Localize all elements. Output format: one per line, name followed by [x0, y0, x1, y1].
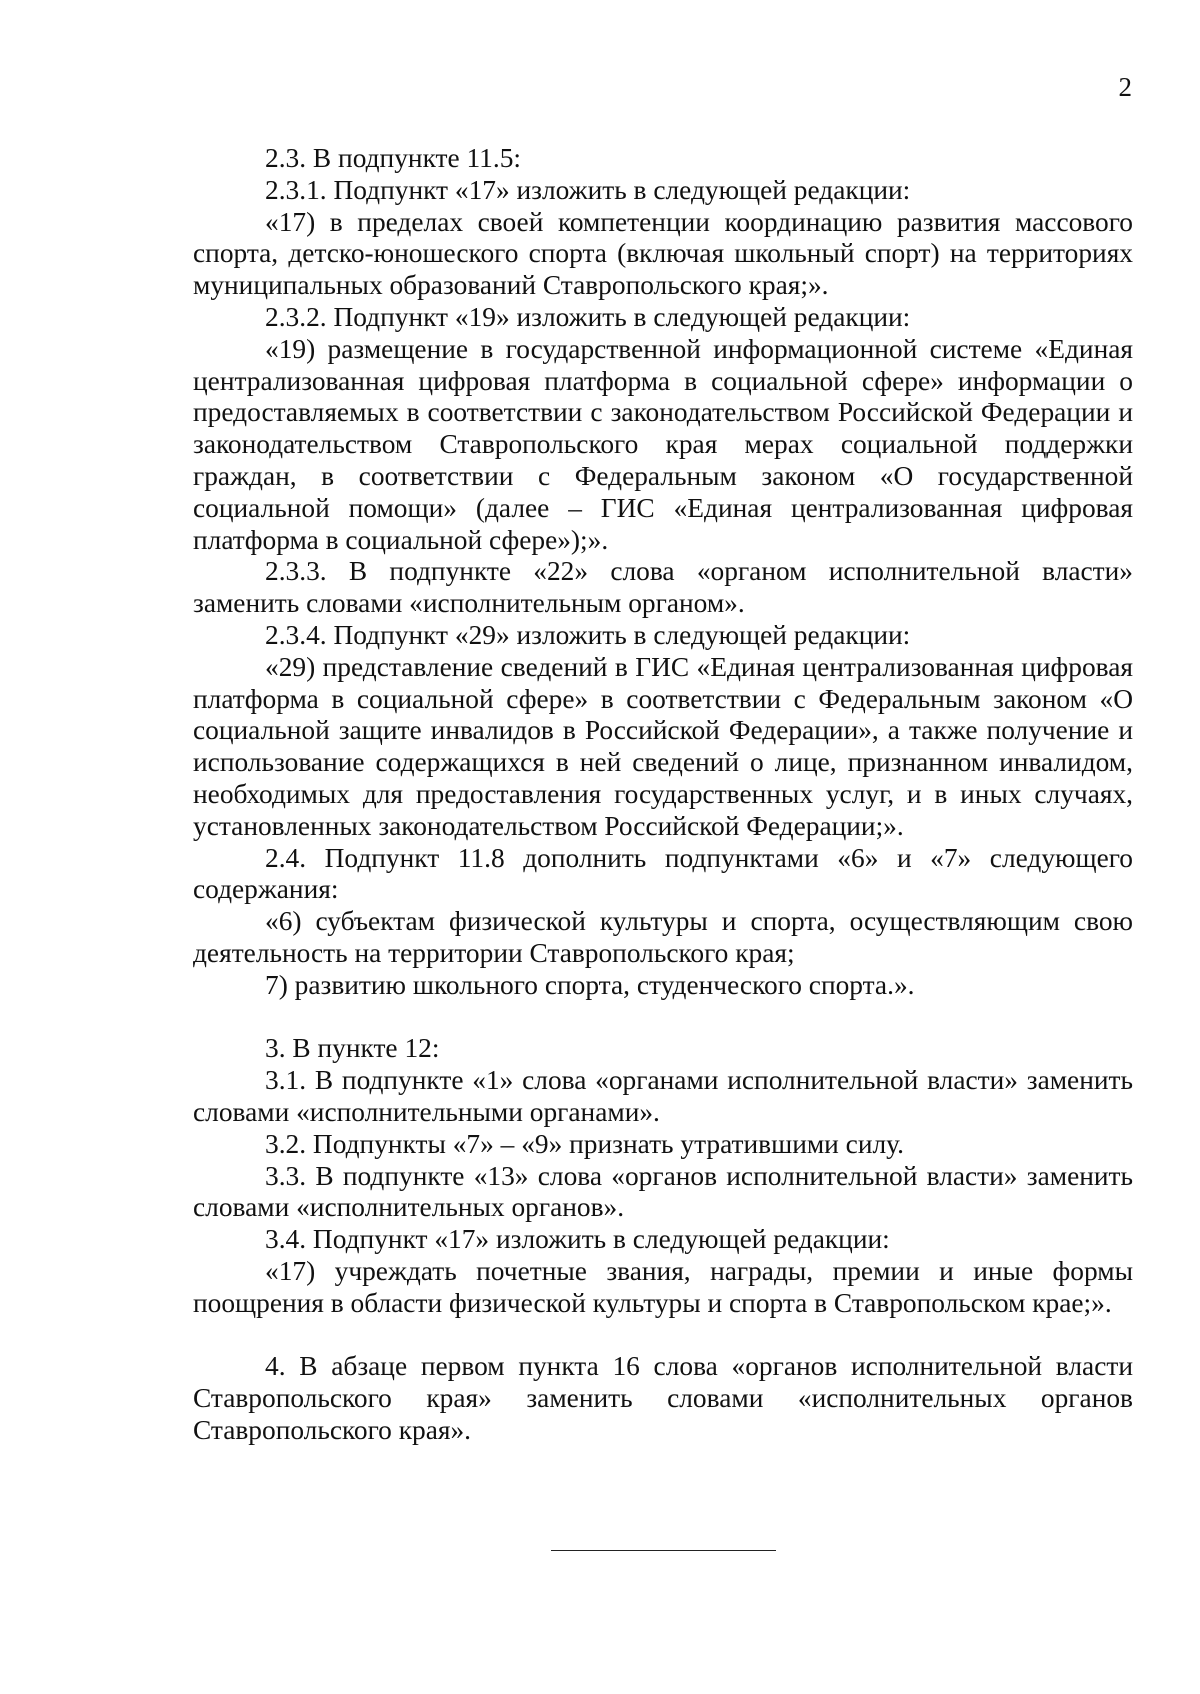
paragraph-quote-19: «19) размещение в государственной информационной системе «Единая централизованная цифровая платформа в социальной сфере» информации о предоставляемых в соответствии с законодательством Российской Федерации и законодательством Ставропольского края мерах социальной поддержки граждан, в соответствии с Федеральным законом «О государственной социальной помощи» (далее – ГИС «Единая централизованная цифровая платформа в социальной сфере»);». — [193, 333, 1133, 555]
paragraph-2-3-3: 2.3.3. В подпункте «22» слова «органом исполнительной власти» заменить словами «исполнительным органом». — [193, 556, 1133, 619]
paragraph-3-2: 3.2. Подпункты «7» – «9» признать утратившими силу. — [265, 1128, 904, 1159]
paragraph-3-4: 3.4. Подпункт «17» изложить в следующей редакции: — [265, 1224, 890, 1255]
paragraph-item-7: 7) развитию школьного спорта, студенческого спорта.». — [265, 969, 915, 1000]
paragraph-2-3-4: 2.3.4. Подпункт «29» изложить в следующей редакции: — [265, 619, 911, 650]
paragraph-quote-6: «6) субъектам физической культуры и спорта, осуществляющим свою деятельность на территории Ставропольского края; — [193, 906, 1133, 968]
paragraph-quote-17: «17) в пределах своей компетенции координацию развития массового спорта, детско-юношеского спорта (включая школьный спорт) на территориях муниципальных образований Ставропольского края;». — [193, 206, 1133, 301]
paragraph-3-3: 3.3. В подпункте «13» слова «органов исполнительной власти» заменить словами «исполнительных органов». — [193, 1160, 1133, 1223]
paragraph-3: 3. В пункте 12: — [265, 1033, 440, 1064]
page-number: 2 — [1118, 72, 1132, 102]
paragraph-2-4: 2.4. Подпункт 11.8 дополнить подпунктами «6» и «7» следующего содержания: — [193, 842, 1133, 905]
paragraph-2-3: 2.3. В подпункте 11.5: — [265, 143, 522, 173]
end-of-document-rule — [551, 1550, 776, 1551]
paragraph-2-3-1: 2.3.1. Подпункт «17» изложить в следующей редакции: — [265, 174, 911, 205]
paragraph-4: 4. В абзаце первом пункта 16 слова «органов исполнительной власти Ставропольского края» заменить словами «исполнительных органов Ставропольского края». — [193, 1351, 1133, 1445]
document-body — [193, 143, 1133, 1447]
paragraph-quote-29: «29) представление сведений в ГИС «Единая централизованная цифровая платформа в социальной сфере» в соответствии с Федеральным законом «О социальной защите инвалидов в Российской Федерации», а также получение и использование содержащихся в ней сведений о лице, признанном инвалидом, необходимых для предоставления государственных услуг, и в иных случаях, установленных законодательством Российской Федерации;». — [193, 651, 1133, 841]
paragraph-2-3-2: 2.3.2. Подпункт «19» изложить в следующей редакции: — [265, 301, 911, 332]
paragraph-quote-17-awards: «17) учреждать почетные звания, награды, премии и иные формы поощрения в области физической культуры и спорта в Ставропольском крае;». — [193, 1255, 1133, 1318]
paragraph-3-1: 3.1. В подпункте «1» слова «органами исполнительной власти» заменить словами «исполнительными органами». — [193, 1065, 1133, 1127]
